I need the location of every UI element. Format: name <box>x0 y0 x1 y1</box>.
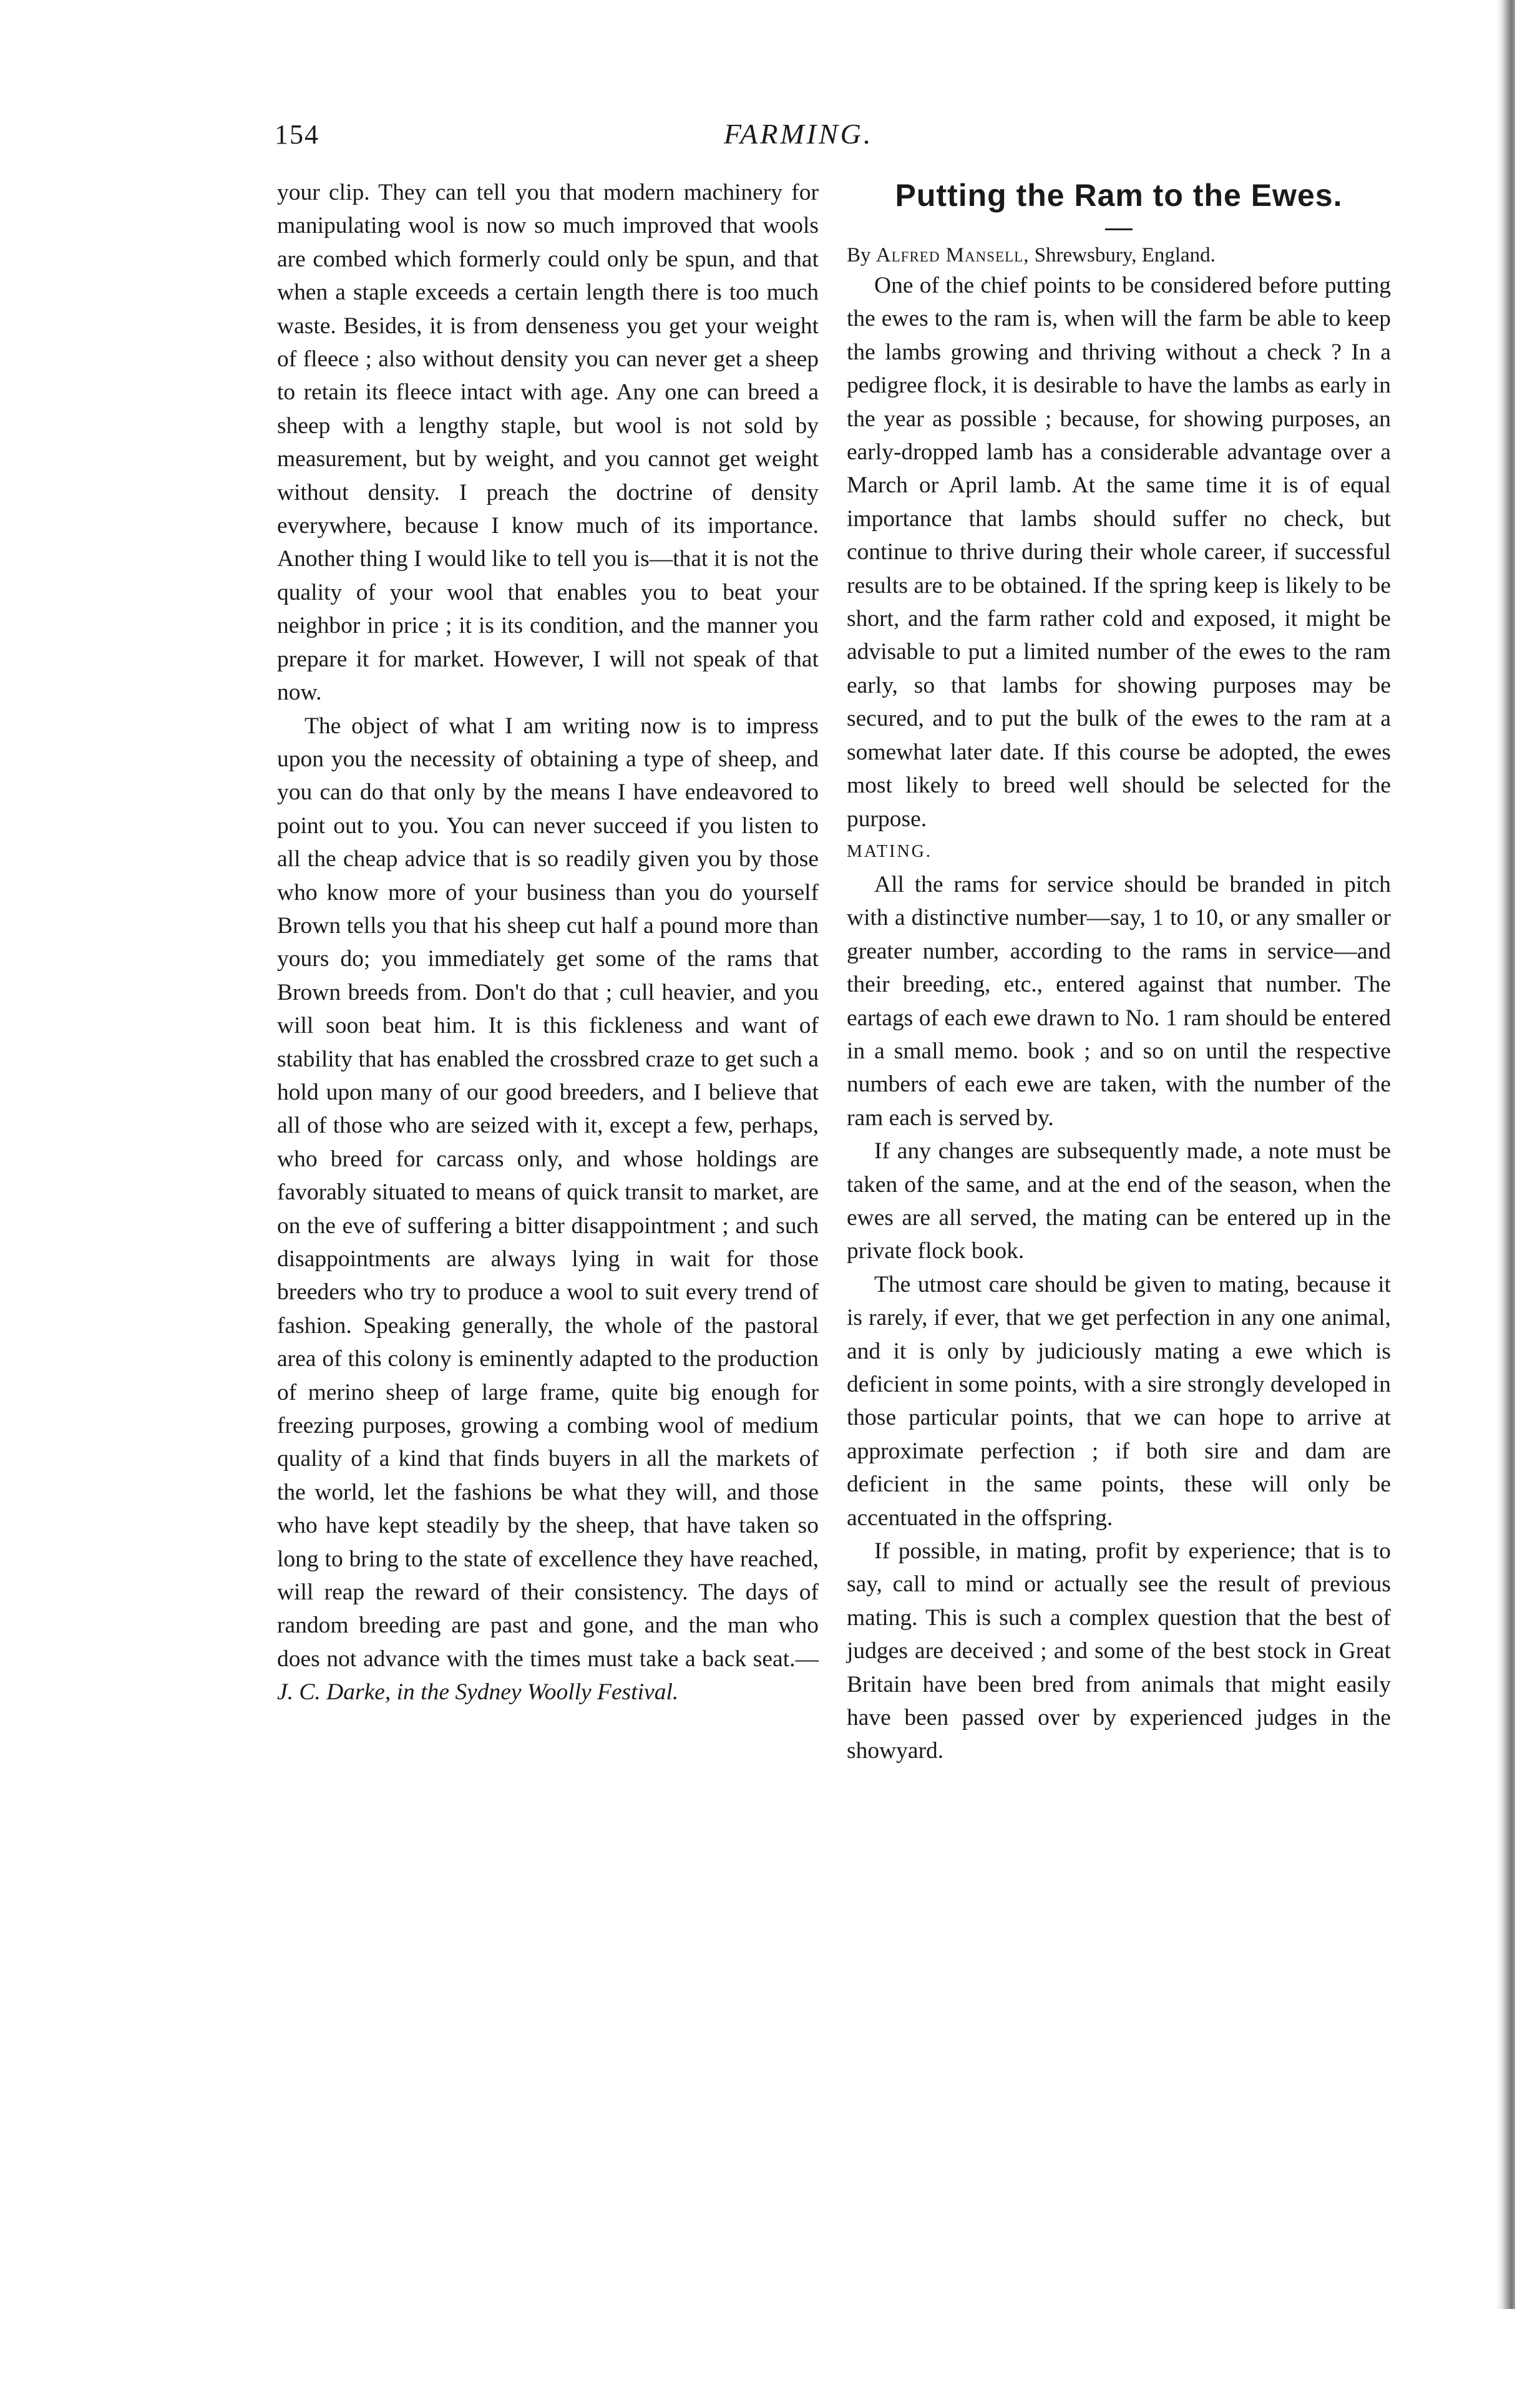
title-divider <box>1105 228 1133 230</box>
byline-place: Shrewsbury, England. <box>1034 244 1216 266</box>
intro-paragraph: One of the chief points to be considered before putting the ewes to the ram is, when will the farm be able to keep the lambs growing and thriving without a check ? In a pedigree flock, it is desirable to have the lambs as early in the year as possible ; because, for showing purposes, an early-dropped lamb has a considerable advantage over a March or April lamb. At the same time it is of equal importance that lambs should suffer no check, but continue to thrive during their whole career, if successful results are to be obtained. If the spring keep is likely to be short, and the farm rather cold and exposed, it might be advisable to put a limited number of the ewes to the ram early, so that lambs for showing purposes may be secured, and to put the bulk of the ewes to the ram at a somewhat later date. If this course be adopted, the ewes most likely to breed well should be selected for the purpose. <box>847 273 1391 832</box>
scanned-page-edge <box>1496 0 1515 2309</box>
source-signature: J. C. Darke, in the Sydney Woolly Festival. <box>277 1679 679 1706</box>
article-body-paragraph <box>277 710 819 1709</box>
mating-paragraph: The utmost care should be given to mating, because it is rarely, if ever, that we get perfection in any one animal, and it is only by judiciously mating a ewe which is deficient in some points, with a sire strongly developed in those particular points, that we can hope to arrive at approximate perfection ; if both sire and dam are deficient in the same points, these will only be accentuated in the offspring. <box>847 1271 1391 1531</box>
byline-prefix: By <box>847 244 871 266</box>
mating-paragraph: All the rams for service should be branded in pitch with a distinctive number—say, 1 to 10, or any smaller or greater number, according to the rams in service—and their breeding, etc., entered against that number. The eartags of each ewe drawn to No. 1 ram should be entered in a small memo. book ; and so on until the respective numbers of each ewe are taken, with the number of the ram each is served by. <box>847 871 1391 1131</box>
right-column <box>847 176 1391 1768</box>
byline-author: Alfred Mansell, <box>875 244 1030 266</box>
article-continuation-paragraph: your clip. They can tell you that modern machinery for manipulating wool is now so much improved that wools are combed which formerly could only be spun, and that when a staple exceeds a certain length there is too much waste. Besides, it is from denseness you get your weight of fleece ; also without density you can never get a sheep to retain its fleece intact with age. Any one can breed a sheep with a lengthy staple, but wool is not sold by measurement, but by weight, and you cannot get weight without density. I preach the doctrine of density everywhere, because I know much of its importance. Another thing I would like to tell you is—that it is not the quality of your wool that enables you to beat your neighbor in price ; it is its condition, and the manner you prepare it for market. However, I will not speak of that now. <box>277 180 819 706</box>
running-title: FARMING. <box>724 118 874 150</box>
left-column <box>277 176 819 1709</box>
mating-paragraph: If any changes are subsequently made, a note must be taken of the same, and at the end of the season, when the ewes are all served, the mating can be entered up in the private flock book. <box>847 1138 1391 1264</box>
mating-paragraph: If possible, in mating, profit by experience; that is to say, call to mind or actually see the result of previous mating. This is such a complex question that the best of judges are deceived ; and some of the best stock in Great Britain have been bred from animals that might easily have been passed over by experienced judges in the showyard. <box>847 1538 1391 1764</box>
article-title: Putting the Ram to the Ewes. <box>895 178 1343 213</box>
page-number: 154 <box>275 119 319 150</box>
byline <box>847 242 1391 269</box>
article-body-text: The object of what I am writing now is to impress upon you the necessity of obtaining a type of sheep, and you can do that only by the means I have endeavored to point out to you. You can never succeed if you listen to all the cheap advice that is so readily given you by those who know more of your business than you do yourself Brown tells you that his sheep cut half a pound more than yours do; you immediately get some of the rams that Brown breeds from. Don't do that ; cull heavier, and you will soon beat him. It is this fickleness and want of stability that has enabled the crossbred craze to get such a hold upon many of our good breeders, and I believe that all of those who are seized with it, except a few, perhaps, who breed for carcass only, and whose holdings are favorably situated to means of quick transit to market, are on the eve of suffering a bitter disappointment ; and such disappointments are always lying in wait for those breeders who try to produce a wool to suit every trend of fashion. Speaking generally, the whole of the pastoral area of this colony is eminently adapted to the production of merino sheep of large frame, quite big enough for freezing purposes, growing a combing wool of medium quality of a kind that finds buyers in all the markets of the world, let the fashions be what they will, and those who have kept steadily by the sheep, that have taken so long to bring to the state of excellence they have reached, will reap the reward of their consistency. The days of random breeding are past and gone, and the man who does not advance with the times must take a back seat.— <box>277 713 819 1672</box>
section-subhead-mating: MATING. <box>847 841 932 861</box>
